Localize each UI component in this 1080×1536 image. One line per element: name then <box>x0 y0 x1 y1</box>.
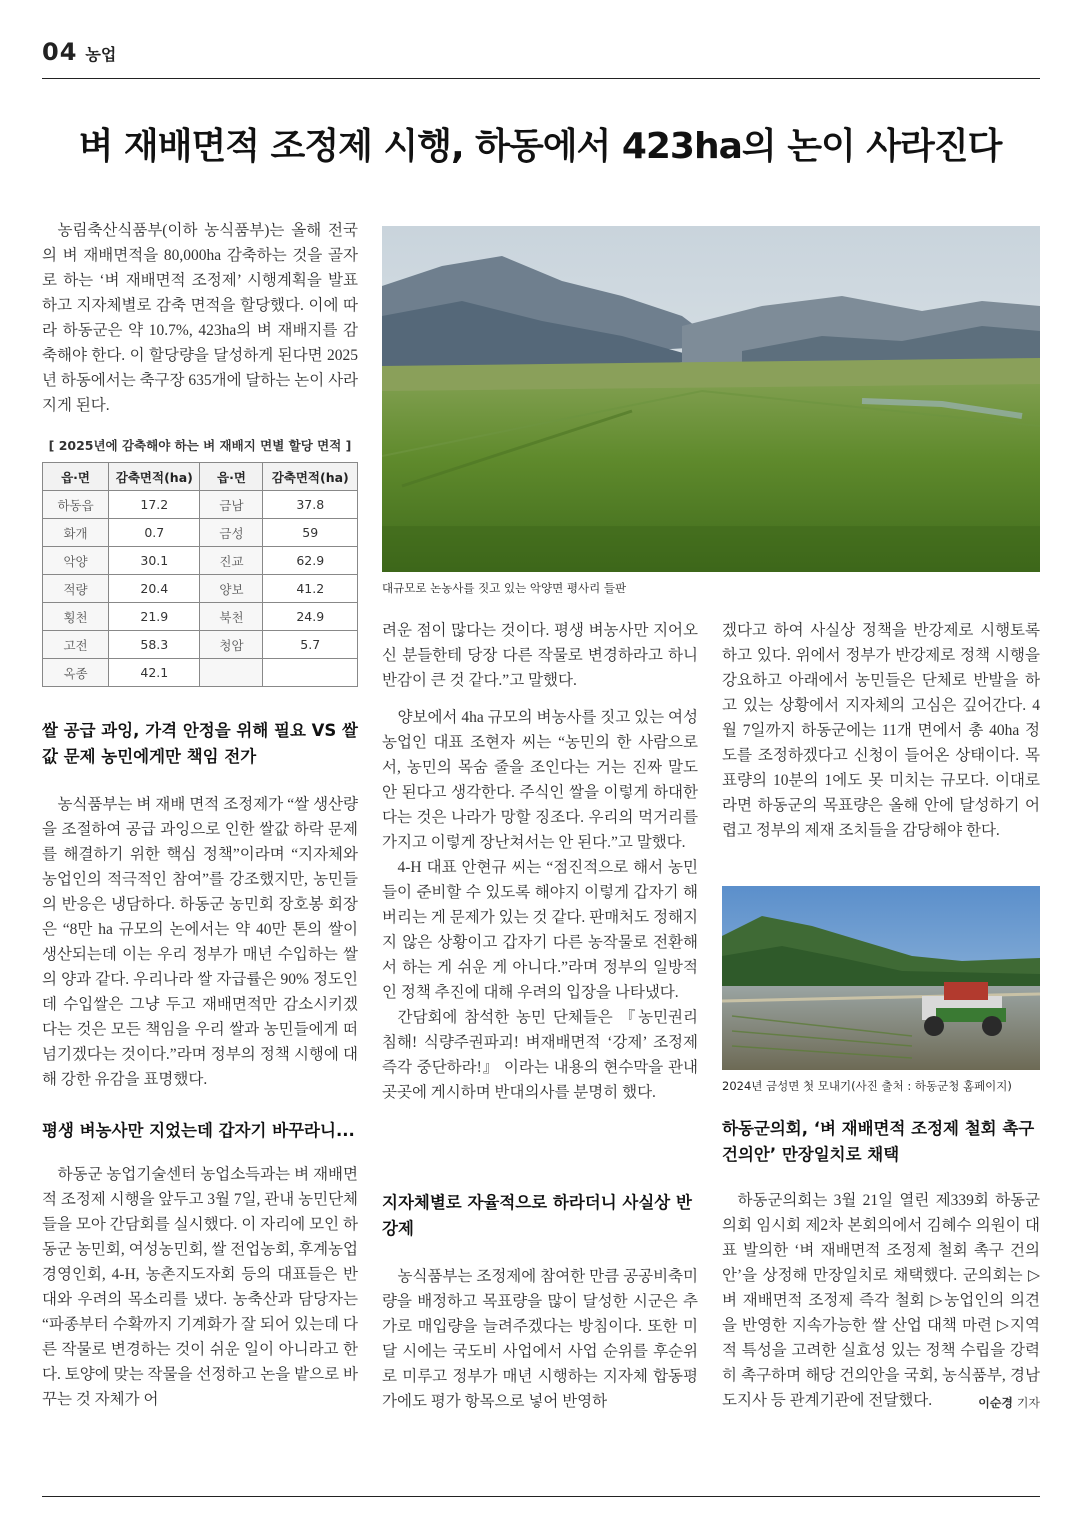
table-cell: 악양 <box>43 547 109 575</box>
section2-paragraph: 4-H 대표 안현규 씨는 “점진적으로 해서 농민들이 준비할 수 있도록 해야지 이렇게 갑자기 해 버리는 게 문제가 있는 것 같다. 판매처도 정해지지 않은 상황이고 갑자기 다른 농작물로 전환해서 하는 게 쉬운 게 아니다.”라며 정부의 일방적인 정책 추진에 대해 우려의 입장을 나타냈다. <box>382 859 698 1001</box>
section-label: 농업 <box>85 45 117 64</box>
page-header <box>42 38 1040 79</box>
section2-text-start <box>42 1162 358 1412</box>
page-number: 04 <box>42 38 78 66</box>
headline: 벼 재배면적 조정제 시행, 하동에서 423ha의 논이 사라진다 <box>78 126 1002 167</box>
section2-paragraph: 하동군 농업기술센터 농업소득과는 벼 재배면적 조정제 시행을 앞두고 3월 7일, 관내 농민단체들을 모아 간담회를 실시했다. 이 자리에 모인 하동군 농민회, 여성농민회, 쌀 전업농회, 후계농업경영인회, 4-H, 농촌지도자회 등의 대표들은 반대와 우려의 목소리를 냈다. 농축산과 담당자는 “파종부터 수확까지 기계화가 잘 되어 있는데 다른 작물로 변경하는 것이 쉬운 일이 아니라고 한다. 토양에 맞는 작물을 선정하고 논을 밭으로 바꾸는 것 자체가 어 <box>42 1166 359 1408</box>
section4-heading: 하동군의회, ‘벼 재배면적 조정제 철회 촉구 건의안’ 만장일치로 채택 <box>722 1119 1035 1164</box>
table-cell: 하동읍 <box>43 491 109 519</box>
second-photo-planting <box>722 886 1040 1070</box>
table-cell: 청암 <box>200 631 263 659</box>
table-row <box>43 547 358 575</box>
table-header: 감축면적(ha) <box>263 463 358 491</box>
main-photo-field <box>382 226 1040 572</box>
table-cell: 0.7 <box>109 519 200 547</box>
table-header: 읍·면 <box>200 463 263 491</box>
table-row <box>43 603 358 631</box>
table-row <box>43 659 358 687</box>
table-cell: 화개 <box>43 519 109 547</box>
table-cell: 20.4 <box>109 575 200 603</box>
allocation-table <box>42 462 358 687</box>
section1-heading: 쌀 공급 과잉, 가격 안정을 위해 필요 VS 쌀값 문제 농민에게만 책임 전가 <box>42 721 358 766</box>
section2-text-cont <box>382 618 698 1105</box>
table-cell: 진교 <box>200 547 263 575</box>
table-row <box>43 491 358 519</box>
intro-text <box>42 218 358 418</box>
table-cell: 5.7 <box>263 631 358 659</box>
section3-paragraph: 농식품부는 조정제에 참여한 만큼 공공비축미량을 배정하고 목표량을 많이 달성한 시군은 추가로 매입량을 늘려주겠다는 방침이다. 또한 미달 시에는 국도비 사업에서 사업 순위를 후순위로 미루고 정부가 매년 시행하는 지자체 합동평가에도 평가 항목으로 넣어 반영하 <box>382 1268 698 1410</box>
section1-paragraph: 농식품부는 벼 재배 면적 조정제가 “쌀 생산량을 조절하여 공급 과잉으로 인한 쌀값 하락 문제를 해결하기 위한 핵심 정책”이라며 “지자체와 농업인의 적극적인 참여”를 강조했지만, 농민들의 반응은 냉담하다. 하동군 농민회 장호봉 회장은 “8만 ha 규모의 논에서는 약 40만 톤의 쌀이 생산되는데 이는 우리 정부가 매년 수입하는 쌀의 양과 같다. 우리나라 쌀 자급률은 90% 정도인데 수입쌀은 그냥 두고 재배면적만 감소시키겠다는 것은 모든 책임을 우리 쌀과 농민들에게 떠넘기겠다는 것이다.”라며 정부의 정책 시행에 대해 강한 유감을 표명했다. <box>42 796 358 1088</box>
section2-paragraph: 양보에서 4ha 규모의 벼농사를 짓고 있는 여성농업인 대표 조현자 씨는 “농민의 한 사람으로서, 농민의 목숨 줄을 조인다는 거는 진짜 말도 안 된다고 생각한다. 주식인 쌀을 이렇게 하대한다는 것은 나라가 망할 징조다. 우리의 먹거리를 가지고 이렇게 장난쳐서는 안 된다.”고 말했다. <box>382 709 698 851</box>
rice-planting-image <box>722 886 1040 1070</box>
reporter-title: 기자 <box>1016 1396 1040 1410</box>
table-header: 감축면적(ha) <box>109 463 200 491</box>
section1-text <box>42 792 358 1092</box>
section3-heading: 지자체별로 자율적으로 하라더니 사실상 반강제 <box>382 1193 692 1238</box>
section3-text <box>382 1264 698 1414</box>
table-cell: 37.8 <box>263 491 358 519</box>
table-cell: 금성 <box>200 519 263 547</box>
table-cell <box>200 659 263 687</box>
table-cell: 41.2 <box>263 575 358 603</box>
section2-heading: 평생 벼농사만 지었는데 갑자기 바꾸라니... <box>42 1121 355 1140</box>
section4-paragraph: 하동군의회는 3월 21일 열린 제339회 하동군의회 임시회 제2차 본회의에서 김혜수 의원이 대표 발의한 ‘벼 재배면적 조정제 철회 촉구 건의안’을 상정해 만장일치로 채택했다. 군의회는 ▷벼 재배면적 조정제 즉각 철회 ▷농업인의 의견을 반영한 지속가능한 쌀 산업 대책 마련 ▷지역적 특성을 고려한 실효성 있는 정책 수립을 강력히 촉구하며 해당 건의안을 국회, 농식품부, 경남도지사 등 관계기관에 전달했다. <box>722 1192 1040 1409</box>
table-cell: 양보 <box>200 575 263 603</box>
second-photo-caption: 2024년 금성면 첫 모내기(사진 출처 : 하동군청 홈페이지) <box>722 1079 1012 1093</box>
section2-paragraph: 려운 점이 많다는 것이다. 평생 벼농사만 지어오신 분들한테 당장 다른 작물로 변경하라고 하니 반감이 큰 것 같다.”고 말했다. <box>382 622 698 689</box>
table-row <box>43 519 358 547</box>
table-cell: 17.2 <box>109 491 200 519</box>
main-photo-caption: 대규모로 논농사를 짓고 있는 악양면 평사리 들판 <box>382 581 627 595</box>
byline <box>940 1394 1040 1411</box>
table-cell: 58.3 <box>109 631 200 659</box>
section4-text <box>722 1188 1040 1413</box>
table-cell <box>263 659 358 687</box>
table-header-row <box>43 463 358 491</box>
table-cell: 고전 <box>43 631 109 659</box>
section3-text-cont <box>722 618 1040 843</box>
table-row <box>43 575 358 603</box>
table-header: 읍·면 <box>43 463 109 491</box>
table-cell: 적량 <box>43 575 109 603</box>
table-cell: 21.9 <box>109 603 200 631</box>
section2-paragraph: 간담회에 참석한 농민 단체들은 『농민권리 침해! 식량주권파괴! 벼재배면적 ‘강제’ 조정제 즉각 중단하라!』 이라는 내용의 현수막을 관내 곳곳에 게시하며 반대의사를 분명히 했다. <box>382 1009 698 1101</box>
table-cell: 24.9 <box>263 603 358 631</box>
table-cell: 옥종 <box>43 659 109 687</box>
table-cell: 금남 <box>200 491 263 519</box>
footer-rule <box>42 1496 1040 1497</box>
table-caption: [ 2025년에 감축해야 하는 벼 재배지 면별 할당 면적 ] <box>48 438 352 453</box>
table-cell: 횡천 <box>43 603 109 631</box>
table-cell: 30.1 <box>109 547 200 575</box>
reporter-name: 이순경 <box>978 1396 1013 1410</box>
table-row <box>43 631 358 659</box>
table-cell: 42.1 <box>109 659 200 687</box>
table-cell: 북천 <box>200 603 263 631</box>
section3-paragraph: 겠다고 하여 사실상 정책을 반강제로 시행토록 하고 있다. 위에서 정부가 반강제로 정책 시행을 강요하고 아래에서 농민들은 단체로 반발을 하고 있는 상황에서 지자체의 고심은 깊어간다. 4월 7일까지 하동군에는 11개 면에서 총 40ha 정도를 조정하겠다고 신청이 들어온 상태이다. 목표량의 10분의 1에도 못 미치는 규모다. 이대로라면 하동군의 목표량은 올해 안에 달성하기 어렵고 정부의 제재 조치들을 감당해야 한다. <box>722 622 1040 839</box>
field-landscape-image <box>382 226 1040 572</box>
table-cell: 59 <box>263 519 358 547</box>
table-cell: 62.9 <box>263 547 358 575</box>
intro-paragraph: 농림축산식품부(이하 농식품부)는 올해 전국의 벼 재배면적을 80,000ha 감축하는 것을 골자로 하는 ‘벼 재배면적 조정제’ 시행계획을 발표하고 지자체별로 감축 면적을 할당했다. 이에 따라 하동군은 약 10.7%, 423ha의 벼 재배지를 감축해야 한다. 이 할당량을 달성하게 된다면 2025년 하동에서는 축구장 635개에 달하는 논이 사라지게 된다. <box>42 222 359 414</box>
